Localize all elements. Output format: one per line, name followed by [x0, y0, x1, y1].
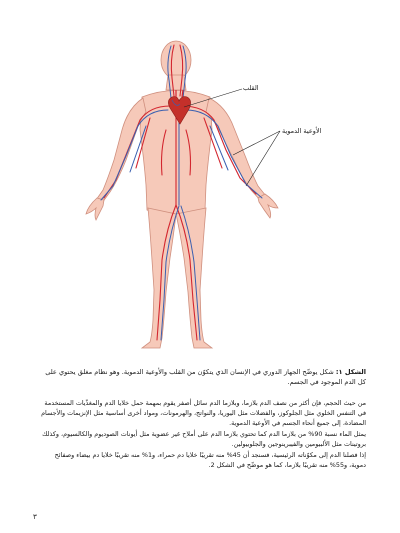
page-number: ٣	[33, 513, 37, 521]
paragraph: يمثل الماء نسبة 90% من بلازما الدم كما تحتوي بلازما الدم على أملاح غير عضوية مثل أيونات الصوديوم والكالسيوم، وكذلك بروتينات مثل الألبيومين والفيبرينوجين والجلوبيولين.	[42, 430, 366, 448]
paragraph: من حيث الحجم، فإن أكثر من نصف الدم بلازما، وبلازما الدم سائل أصفر يقوم بمهمة حمل خلايا الدم والمغذّيات المستخدمة في التنفس الخلوي مثل الجلوكوز، والفضلات مثل اليوريا، والنواتج، والهرمونات، ومواد أخرى أساسية مثل الإنزيمات والأجسام المضادة، إلى جميع أنحاء الجسم في الأوعية الدموية.	[41, 399, 366, 427]
body-text	[36, 398, 366, 471]
paragraph: إذا فصلنا الدم إلى مكوّناته الرئيسية، فسنجد أن 45% منه تقريبًا خلايا دم حمراء، و1% منه تقريبًا خلايا دم بيضاء وصفائح دموية، و55% منه تقريبًا بلازما، كما هو موضّح في الشكل 2.	[54, 451, 366, 469]
blood-vessels-label: الأوعية الدموية	[282, 127, 322, 135]
caption-title: الشكل ١:	[335, 368, 366, 376]
caption-text: شكل يوضّح الجهاز الدوري في الإنسان الذي يتكوّن من القلب والأوعية الدموية. وهو نظام مغلق يحتوي على كل الدم الموجود في الجسم.	[45, 368, 366, 386]
figure-caption	[36, 367, 366, 387]
heart-label: القلب	[243, 84, 259, 92]
